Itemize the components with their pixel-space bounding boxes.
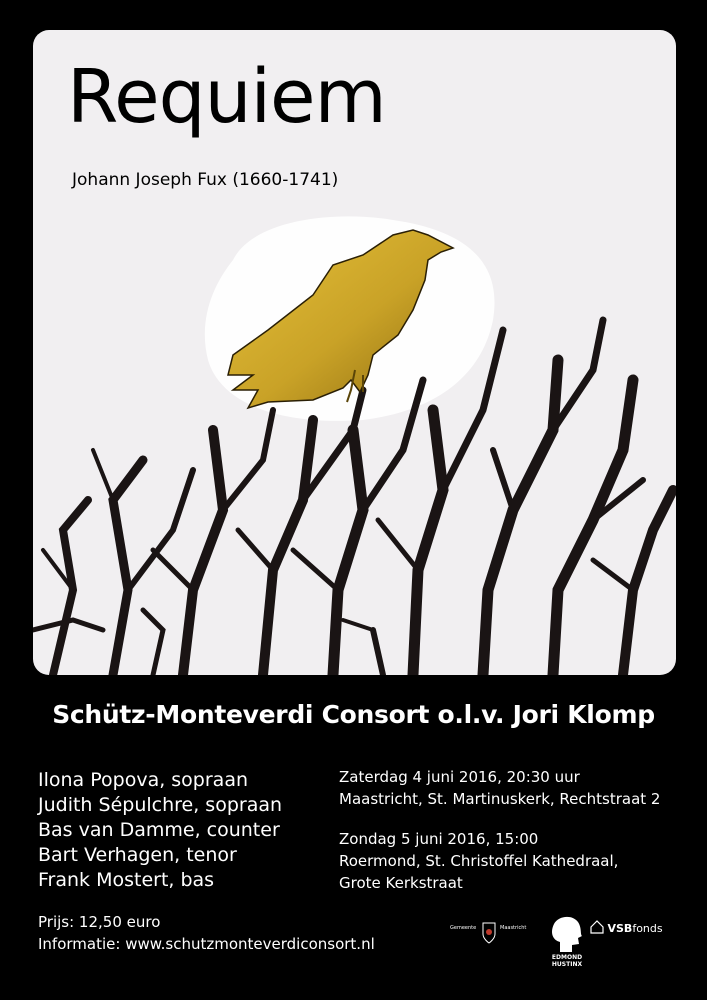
vsb-fonds-logo <box>590 920 670 940</box>
ticket-price: Prijs: 12,50 euro <box>38 913 161 931</box>
page-title: Requiem <box>67 54 386 140</box>
concert-date: Zaterdag 4 juni 2016, 20:30 uur <box>339 768 580 786</box>
concert-item <box>339 766 660 810</box>
ensemble-name: Schütz-Monteverdi Consort o.l.v. Jori Klomp <box>52 700 655 729</box>
soloist-item: Bas van Damme, counter <box>38 819 280 841</box>
profile-icon <box>542 912 592 954</box>
concert-venue: Roermond, St. Christoffel Kathedraal, <box>339 852 619 870</box>
soloists-list <box>38 768 282 893</box>
info-link[interactable]: Informatie: www.schutzmonteverdiconsort.nl <box>38 935 375 953</box>
concert-schedule <box>339 766 660 912</box>
soloist-item: Ilona Popova, sopraan <box>38 769 249 791</box>
concert-venue-extra: Grote Kerkstraat <box>339 874 463 892</box>
concert-date: Zondag 5 juni 2016, 15:00 <box>339 830 539 848</box>
composer-name: Johann Joseph Fux (1660-1741) <box>72 170 339 190</box>
vsb-suffix: fonds <box>632 922 663 935</box>
gemeente-label: Gemeente <box>450 925 477 931</box>
vsb-brand: VSB <box>607 922 633 935</box>
concert-item <box>339 828 660 894</box>
maastricht-label: Maastricht <box>500 925 527 931</box>
concert-venue: Maastricht, St. Martinuskerk, Rechtstraat 2 <box>339 790 661 808</box>
soloist-item: Frank Mostert, bas <box>38 869 215 891</box>
soloist-item: Bart Verhagen, tenor <box>38 844 237 866</box>
crest-icon <box>482 922 496 944</box>
house-icon <box>590 920 604 934</box>
edmond-hustinx-logo <box>542 912 592 972</box>
hustinx-line2: HUSTINX <box>551 961 583 968</box>
sponsor-logos <box>450 912 680 972</box>
hustinx-line1: EDMOND <box>551 954 583 961</box>
soloist-item: Judith Sépulchre, sopraan <box>38 794 283 816</box>
gemeente-maastricht-logo <box>450 922 530 952</box>
